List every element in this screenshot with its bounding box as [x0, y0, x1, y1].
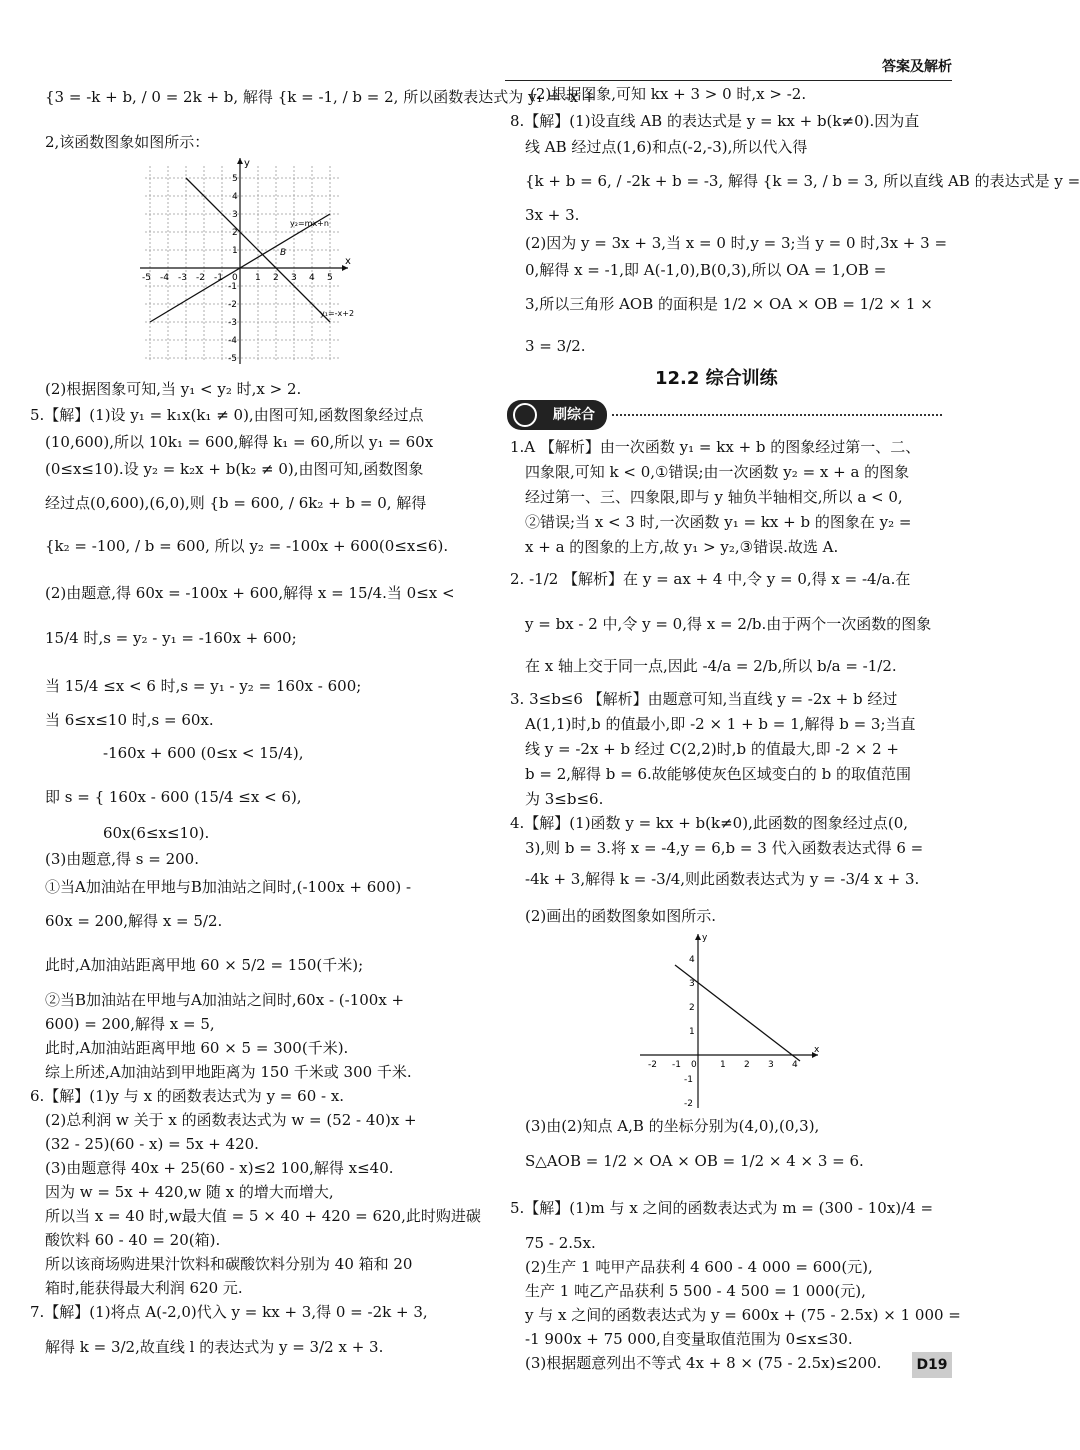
text-line: 酸饮料 60 - 40 = 20(箱).: [45, 1231, 221, 1249]
text-line: A(1,1)时,b 的值最小,即 -2 × 1 + b = 1,解得 b = 3;当直: [525, 715, 916, 733]
x-axis-label: x: [814, 1045, 820, 1055]
section-title: 12.2 综合训练: [655, 368, 778, 389]
text-line: 3 = 3/2.: [525, 337, 586, 355]
text-line: ②错误;当 x < 3 时,一次函数 y₁ = kx + b 的图象在 y₂ =: [525, 513, 912, 531]
x-tick: 3: [291, 273, 297, 283]
x-tick: 4: [792, 1060, 798, 1070]
y-tick: -5: [228, 354, 237, 364]
text-line: 当 6≤x≤10 时,s = 60x.: [45, 711, 214, 729]
text-line: -4k + 3,解得 k = -3/4,则此函数表达式为 y = -3/4 x + 3.: [525, 870, 920, 888]
page-number: D19: [912, 1352, 952, 1378]
text-line: 8.【解】(1)设直线 AB 的表达式是 y = kx + b(k≠0).因为直: [510, 112, 920, 130]
text-line: 3. 3≤b≤6 【解析】由题意可知,当直线 y = -2x + b 经过: [510, 690, 898, 708]
text-line: 5.【解】(1)m 与 x 之间的函数表达式为 m = (300 - 10x)/4 =: [510, 1199, 934, 1217]
text-line: b = 2,解得 b = 6.故能够使灰色区域变白的 b 的取值范围: [525, 765, 911, 783]
text-line: {k₂ = -100, / b = 600, 所以 y₂ = -100x + 600(0≤x≤6).: [45, 537, 449, 555]
text-line: 4.【解】(1)函数 y = kx + b(k≠0),此函数的图象经过点(0,: [510, 814, 908, 832]
text-line: 60x = 200,解得 x = 5/2.: [45, 912, 223, 930]
text-line: (2)生产 1 吨甲产品获利 4 600 - 4 000 = 600(元),: [525, 1258, 873, 1276]
y-tick: 3: [689, 979, 695, 989]
y-tick: 4: [689, 955, 695, 965]
text-line: {3 = -k + b, / 0 = 2k + b, 解得 {k = -1, / b = 2, 所以函数表达式为 y₁ = -x +: [45, 88, 596, 106]
y-tick: -2: [684, 1099, 693, 1109]
text-line: 箱时,能获得最大利润 620 元.: [45, 1279, 243, 1297]
line-y1-label: y₁=-x+2: [320, 309, 355, 318]
x-tick: 2: [273, 273, 279, 283]
text-line: (2)总利润 w 关于 x 的函数表达式为 w = (52 - 40)x +: [45, 1111, 417, 1129]
y-tick: 3: [232, 210, 238, 220]
text-line: (3)根据题意列出不等式 4x + 8 × (75 - 2.5x)≤200.: [525, 1354, 882, 1372]
text-line: 5.【解】(1)设 y₁ = k₁x(k₁ ≠ 0),由图可知,函数图象经过点: [30, 406, 424, 424]
text-line: 2,该函数图象如图所示：: [45, 133, 210, 151]
text-line: 即 s = { 160x - 600 (15/4 ≤x < 6),: [45, 788, 302, 806]
x-tick: -1: [672, 1060, 681, 1070]
text-line: 经过第一、三、四象限,即与 y 轴负半轴相交,所以 a < 0,: [525, 488, 903, 506]
text-line: 在 x 轴上交于同一点,因此 -4/a = 2/b,所以 b/a = -1/2.: [525, 657, 897, 675]
y-tick: 2: [232, 228, 238, 238]
text-line: (10,600),所以 10k₁ = 600,解得 k₁ = 60,所以 y₁ = 60x: [45, 433, 434, 451]
text-line: -160x + 600 (0≤x < 15/4),: [103, 744, 304, 762]
x-tick: 1: [720, 1060, 726, 1070]
x-tick: 0: [691, 1060, 697, 1070]
text-line: S△AOB = 1/2 × OA × OB = 1/2 × 4 × 3 = 6.: [525, 1152, 864, 1170]
text-line: 为 3≤b≤6.: [525, 790, 604, 808]
text-line: 因为 w = 5x + 420,w 随 x 的增大而增大,: [45, 1183, 334, 1201]
text-line: 所以该商场购进果汁饮料和碳酸饮料分别为 40 箱和 20: [45, 1255, 413, 1273]
y-tick: -4: [228, 336, 237, 346]
x-tick: -1: [214, 273, 223, 283]
text-line: (2)根据图象可知,当 y₁ < y₂ 时,x > 2.: [45, 380, 302, 398]
page-header-title: 答案及解析: [882, 59, 952, 75]
text-line: 600) = 200,解得 x = 5,: [45, 1015, 215, 1033]
x-tick: -2: [648, 1060, 657, 1070]
text-line: 3x + 3.: [525, 206, 580, 224]
y-tick: 1: [689, 1027, 695, 1037]
x-tick: -3: [178, 273, 187, 283]
y-tick: 4: [232, 192, 238, 202]
text-line: -1 900x + 75 000,自变量取值范围为 0≤x≤30.: [525, 1330, 853, 1348]
right-column-bottom: [505, 0, 985, 1450]
x-tick: 0: [232, 273, 238, 283]
text-line: 线 AB 经过点(1,6)和点(-2,-3),所以代入得: [525, 138, 808, 156]
y-tick: 5: [232, 174, 238, 184]
text-line: x + a 的图象的上方,故 y₁ > y₂,③错误.故选 A.: [525, 538, 839, 556]
text-line: 6.【解】(1)y 与 x 的函数表达式为 y = 60 - x.: [30, 1087, 345, 1105]
text-line: (2)画出的函数图象如图所示.: [525, 907, 717, 925]
text-line: (3)由题意得 40x + 25(60 - x)≤2 100,解得 x≤40.: [45, 1159, 394, 1177]
text-line: 综上所述,A加油站到甲地距离为 150 千米或 300 千米.: [45, 1063, 412, 1081]
y-tick: -1: [684, 1075, 693, 1085]
x-tick: -4: [160, 273, 169, 283]
y-axis-label: y: [702, 933, 708, 943]
x-tick: -5: [142, 273, 151, 283]
text-line: 当 15/4 ≤x < 6 时,s = y₁ - y₂ = 160x - 600;: [45, 677, 362, 695]
text-line: (0≤x≤10).设 y₂ = k₂x + b(k₂ ≠ 0),由图可知,函数图象: [45, 460, 424, 478]
text-line: 75 - 2.5x.: [525, 1234, 596, 1252]
badge-label: 刷综合: [553, 407, 595, 423]
text-line: 0,解得 x = -1,即 A(-1,0),B(0,3),所以 OA = 1,OB =: [525, 261, 887, 279]
x-axis-label: x: [345, 256, 351, 267]
text-line: 经过点(0,600),(6,0),则 {b = 600, / 6k₂ + b = 0, 解得: [45, 494, 427, 512]
x-tick: 5: [327, 273, 333, 283]
text-line: {k + b = 6, / -2k + b = -3, 解得 {k = 3, / b = 3, 所以直线 AB 的表达式是 y =: [525, 172, 1080, 190]
text-line: 1.A 【解析】由一次函数 y₁ = kx + b 的图象经过第一、二、: [510, 438, 921, 456]
y-tick: -1: [228, 282, 237, 292]
text-line: 线 y = -2x + b 经过 C(2,2)时,b 的值最大,即 -2 × 2 +: [525, 740, 899, 758]
x-tick: 1: [255, 273, 261, 283]
graph-1-grid: [145, 166, 340, 361]
point-b-label: B: [280, 248, 287, 258]
y-tick: -3: [228, 318, 237, 328]
text-line: (2)由题意,得 60x = -100x + 600,解得 x = 15/4.当 0≤x <: [45, 584, 455, 602]
text-line: (3)由(2)知点 A,B 的坐标分别为(4,0),(0,3),: [525, 1117, 820, 1135]
text-line: ①当A加油站在甲地与B加油站之间时,(-100x + 600) -: [45, 878, 412, 896]
x-tick: -2: [196, 273, 205, 283]
text-line: (32 - 25)(60 - x) = 5x + 420.: [45, 1135, 259, 1153]
text-line: 生产 1 吨乙产品获利 5 500 - 4 500 = 1 000(元),: [525, 1282, 866, 1300]
text-line: 15/4 时,s = y₂ - y₁ = -160x + 600;: [45, 629, 297, 647]
text-line: 60x(6≤x≤10).: [103, 824, 210, 842]
x-tick: 3: [768, 1060, 774, 1070]
text-line: 四象限,可知 k < 0,①错误;由一次函数 y₂ = x + a 的图象: [525, 463, 910, 481]
text-line: 3,所以三角形 AOB 的面积是 1/2 × OA × OB = 1/2 × 1 ×: [525, 295, 933, 313]
graph-1: [140, 156, 360, 368]
text-line: 所以当 x = 40 时,w最大值 = 5 × 40 + 420 = 620,此时购进碳: [45, 1207, 481, 1225]
y-tick: -2: [228, 300, 237, 310]
y-axis-arrow: [237, 158, 243, 164]
text-line: y = bx - 2 中,令 y = 0,得 x = 2/b.由于两个一次函数的图象: [525, 615, 932, 633]
text-line: 解得 k = 3/2,故直线 l 的表达式为 y = 3/2 x + 3.: [45, 1338, 384, 1356]
y-axis-label: y: [244, 158, 250, 169]
text-line: 3),则 b = 3.将 x = -4,y = 6,b = 3 代入函数表达式得 6 =: [525, 839, 924, 857]
text-line: (2)根据图象,可知 kx + 3 > 0 时,x > -2.: [530, 85, 807, 103]
line-y2-label: y₂=mx+n: [290, 219, 329, 228]
text-line: (3)由题意,得 s = 200.: [45, 850, 199, 868]
x-tick: 4: [309, 273, 315, 283]
y-tick: 1: [232, 246, 238, 256]
text-line: 此时,A加油站距离甲地 60 × 5 = 300(千米).: [45, 1039, 349, 1057]
text-line: 7.【解】(1)将点 A(-2,0)代入 y = kx + 3,得 0 = -2k + 3,: [30, 1303, 428, 1321]
y-tick: 2: [689, 1003, 695, 1013]
text-line: (2)因为 y = 3x + 3,当 x = 0 时,y = 3;当 y = 0 时,3x + 3 =: [525, 234, 948, 252]
text-line: ②当B加油站在甲地与A加油站之间时,60x - (-100x +: [45, 991, 405, 1009]
text-line: 此时,A加油站距离甲地 60 × 5/2 = 150(千米);: [45, 956, 364, 974]
text-line: y 与 x 之间的函数表达式为 y = 600x + (75 - 2.5x) × 1 000 =: [525, 1306, 961, 1324]
graph-1-y-ticks: [228, 174, 238, 364]
graph-1-x-ticks: [142, 273, 333, 283]
x-tick: 2: [744, 1060, 750, 1070]
text-line: 2. -1/2 【解析】在 y = ax + 4 中,令 y = 0,得 x = -4/a.在: [510, 570, 911, 588]
